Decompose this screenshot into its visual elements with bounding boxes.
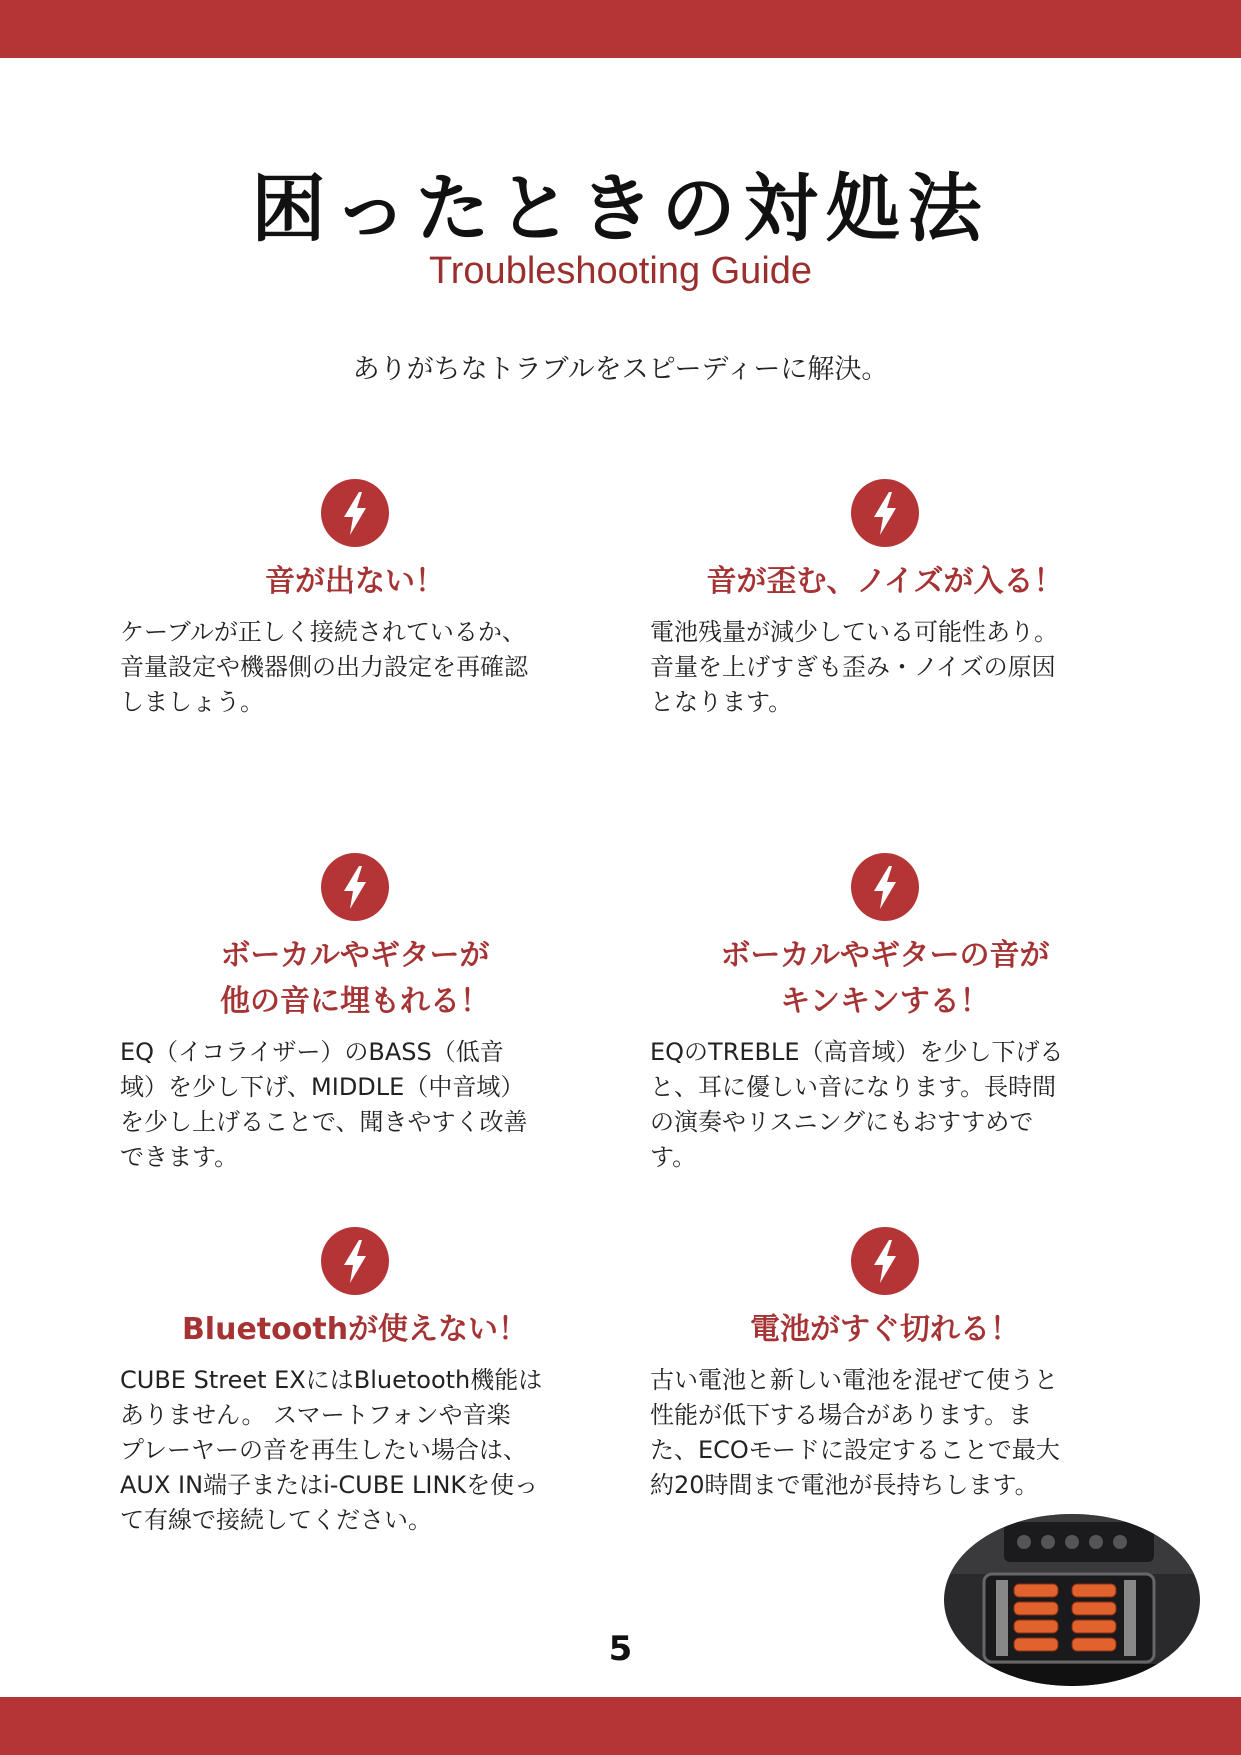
lightning-bolt-icon — [851, 479, 919, 547]
card-heading-line: ボーカルやギターが — [220, 938, 490, 973]
card-heading-line: Bluetoothが使えない！ — [181, 1312, 529, 1347]
card-body-line: の演奏やリスニングにもおすすめで — [650, 1108, 1034, 1136]
lightning-bolt-icon — [851, 1227, 919, 1295]
card-heading — [650, 933, 1120, 1025]
lightning-bolt-icon — [321, 1227, 389, 1295]
card-body-line: できます。 — [120, 1143, 239, 1171]
bottom-band — [0, 1697, 1241, 1755]
card-heading — [120, 1307, 590, 1353]
troubleshoot-card — [650, 1227, 1120, 1503]
card-heading — [650, 1307, 1120, 1353]
card-heading — [120, 559, 590, 605]
intro-text: ありがちなトラブルをスピーディーに解決。 — [352, 354, 889, 385]
card-body — [650, 1363, 1120, 1503]
troubleshoot-card — [120, 1227, 590, 1538]
lightning-bolt-icon — [321, 479, 389, 547]
card-heading — [120, 933, 590, 1025]
card-body-line: ありません。 スマートフォンや音楽 — [120, 1401, 511, 1429]
card-body-line: と、耳に優しい音になります。長時間 — [650, 1073, 1057, 1101]
card-body-line: しましょう。 — [120, 688, 264, 716]
card-body-line: プレーヤーの音を再生したい場合は、 — [120, 1436, 528, 1464]
card-body-line: EQのTREBLE（高音域）を少し下げる — [650, 1038, 1064, 1066]
card-body-line: 域）を少し下げ、MIDDLE（中音域） — [120, 1073, 525, 1101]
lightning-bolt-icon — [851, 853, 919, 921]
card-body-line: CUBE Street EXにはBluetooth機能は — [120, 1366, 543, 1394]
troubleshoot-card — [650, 853, 1120, 1175]
top-band — [0, 0, 1241, 58]
card-body — [120, 1035, 590, 1175]
card-heading-line: 電池がすぐ切れる！ — [750, 1312, 1020, 1347]
card-body-line: となります。 — [650, 688, 793, 716]
card-heading-line: 他の音に埋もれる！ — [220, 984, 490, 1019]
troubleshoot-card — [120, 479, 590, 720]
lightning-bolt-icon — [321, 853, 389, 921]
card-body — [120, 1363, 590, 1538]
card-body-line: を少し上げることで、聞きやすく改善 — [120, 1108, 528, 1136]
card-heading-line: キンキンする！ — [780, 984, 990, 1019]
card-heading-line: 音が出ない！ — [265, 564, 445, 599]
card-body-line: 音量設定や機器側の出力設定を再確認 — [120, 653, 528, 681]
troubleshoot-card — [650, 479, 1120, 720]
card-body — [120, 615, 590, 720]
card-body-line: て有線で接続してください。 — [120, 1506, 432, 1534]
card-body-line: 古い電池と新しい電池を混ぜて使うと — [650, 1366, 1058, 1394]
card-body-line: EQ（イコライザー）のBASS（低音 — [120, 1038, 504, 1066]
card-body-line: す。 — [650, 1143, 697, 1171]
page-subtitle: Troubleshooting Guide — [428, 250, 813, 292]
card-body-line: 約20時間まで電池が長持ちします。 — [650, 1471, 1039, 1499]
card-body — [650, 1035, 1120, 1175]
card-body-line: ケーブルが正しく接続されているか、 — [120, 618, 526, 646]
card-heading-line: ボーカルやギターの音が — [720, 938, 1050, 973]
card-heading — [650, 559, 1120, 605]
card-body-line: 電池残量が減少している可能性あり。 — [650, 618, 1058, 646]
card-body-line: 音量を上げすぎも歪み・ノイズの原因 — [650, 653, 1056, 681]
card-heading-line: 音が歪む、ノイズが入る！ — [706, 564, 1064, 599]
page-number: 5 — [608, 1629, 633, 1669]
page-title: 困ったときの対処法 — [251, 166, 990, 252]
card-body-line: 性能が低下する場合があります。ま — [650, 1401, 1033, 1429]
card-body — [650, 615, 1120, 720]
card-body-line: AUX IN端子またはi-CUBE LINKを使っ — [120, 1471, 539, 1499]
troubleshoot-card — [120, 853, 590, 1175]
card-body-line: た、ECOモードに設定することで最大 — [650, 1436, 1060, 1464]
